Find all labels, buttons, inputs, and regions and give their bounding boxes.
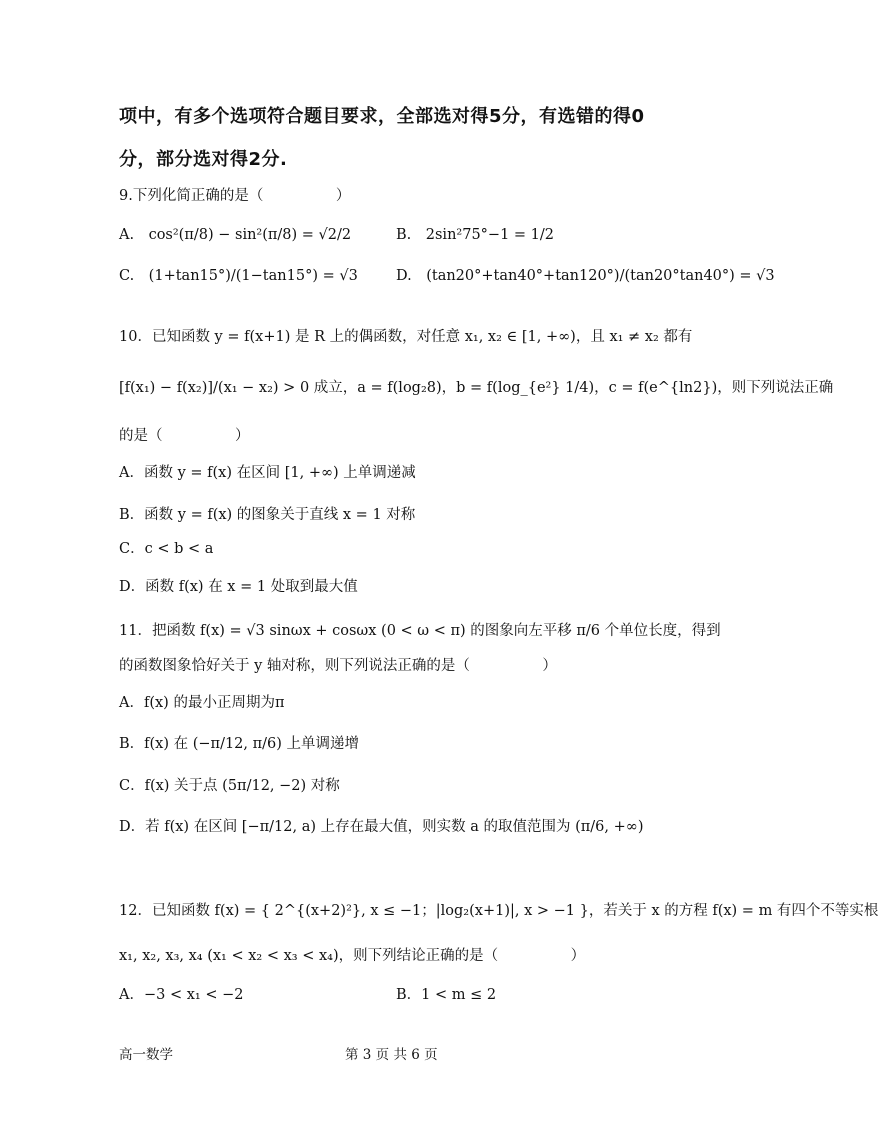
- q9-stem: 9.下列化简正确的是（ ）: [119, 188, 351, 204]
- q10-option-d: D．函数 f(x) 在 x = 1 处取到最大值: [119, 579, 358, 595]
- footer-page-number: 第 3 页 共 6 页: [345, 1047, 438, 1063]
- q9-option-c: C. (1+tan15°)/(1−tan15°) = √3: [119, 268, 358, 284]
- footer-subject: 高一数学: [119, 1047, 173, 1063]
- q12-option-b: B．1 < m ≤ 2: [396, 987, 497, 1003]
- q10-stem-line-3: 的是（ ）: [119, 428, 250, 444]
- instructions-line-2: 分，部分选对得2分.: [119, 149, 288, 170]
- instructions-line-1: 项中，有多个选项符合题目要求，全部选对得5分，有选错的得0: [119, 106, 645, 127]
- q12-stem-line-1: 12．已知函数 f(x) = { 2^{(x+2)²}, x ≤ −1；|log₂(x+1)|, x > −1 }，若关于 x 的方程 f(x) = m 有四个不等实根: [119, 903, 878, 919]
- q9-option-b: B. 2sin²75°−1 = 1/2: [396, 227, 554, 243]
- q9-option-d: D. (tan20°+tan40°+tan120°)/(tan20°tan40°) = √3: [396, 268, 775, 284]
- q9-option-a: A. cos²(π/8) − sin²(π/8) = √2/2: [119, 227, 352, 243]
- q10-stem-line-2: [f(x₁) − f(x₂)]/(x₁ − x₂) > 0 成立，a = f(log₂8)，b = f(log_{e²} 1/4)，c = f(e^{ln2})，则下列说法正确: [119, 380, 834, 396]
- q10-stem-line-1: 10．已知函数 y = f(x+1) 是 R 上的偶函数，对任意 x₁, x₂ ∈ [1, +∞)，且 x₁ ≠ x₂ 都有: [119, 329, 693, 345]
- q10-option-a: A．函数 y = f(x) 在区间 [1, +∞) 上单调递减: [119, 465, 416, 481]
- q12-stem-line-2: x₁, x₂, x₃, x₄ (x₁ < x₂ < x₃ < x₄)，则下列结论正确的是（ ）: [119, 948, 586, 964]
- q11-stem-line-1: 11．把函数 f(x) = √3 sinωx + cosωx (0 < ω < π) 的图象向左平移 π/6 个单位长度，得到: [119, 623, 721, 639]
- q12-option-a: A．−3 < x₁ < −2: [119, 987, 244, 1003]
- q10-option-b: B．函数 y = f(x) 的图象关于直线 x = 1 对称: [119, 507, 416, 523]
- q10-option-c: C．c < b < a: [119, 541, 214, 557]
- q11-option-a: A．f(x) 的最小正周期为π: [119, 695, 285, 711]
- q11-option-b: B．f(x) 在 (−π/12, π/6) 上单调递增: [119, 736, 360, 752]
- q11-option-d: D．若 f(x) 在区间 [−π/12, a) 上存在最大值，则实数 a 的取值范围为 (π/6, +∞): [119, 819, 644, 835]
- q11-option-c: C．f(x) 关于点 (5π/12, −2) 对称: [119, 778, 340, 794]
- q11-stem-line-2: 的函数图象恰好关于 y 轴对称，则下列说法正确的是（ ）: [119, 658, 557, 674]
